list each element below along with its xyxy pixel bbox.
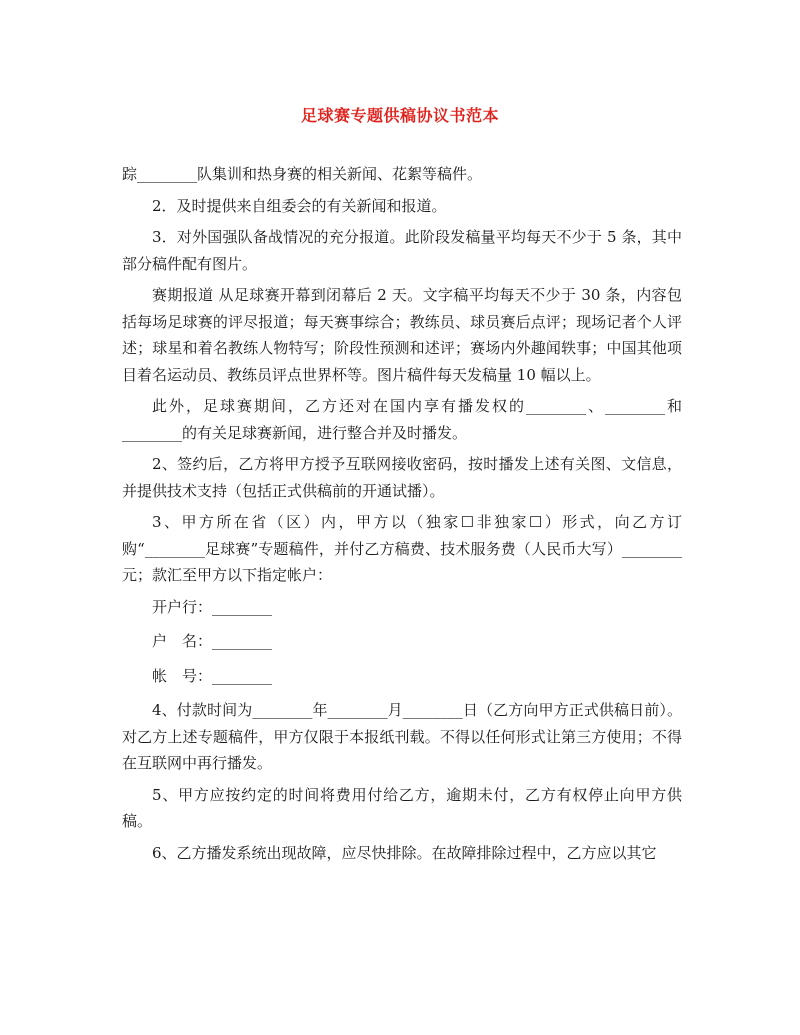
paragraph: 4、付款时间为________年________月________日（乙方向甲方正式供稿日前）。对乙方上述专题稿件，甲方仅限于本报纸刊载。不得以任何形式让第三方使用；不得在互联网中再行播发。 [122,701,682,772]
document-body [122,161,682,871]
paragraph: 此外，足球赛期间，乙方还对在国内享有播发权的________、________和________的有关足球赛新闻，进行整合并及时播发。 [122,397,682,442]
paragraph: 赛期报道 从足球赛开幕到闭幕后 2 天。文字稿平均每天不少于 30 条，内容包括每场足球赛的评尽报道；每天赛事综合；教练员、球员赛后点评；现场记者个人评述；球星和着名教练人物特写；阶段性预测和述评；赛场内外趣闻轶事；中国其他项目着名运动员、教练员评点世界杯等。图片稿件每天发稿量 10 幅以上。 [122,286,682,384]
paragraph: 5、甲方应按约定的时间将费用付给乙方，逾期未付，乙方有权停止向甲方供稿。 [122,785,682,830]
paragraph: 3．对外国强队备战情况的充分报道。此阶段发稿量平均每天不少于 5 条，其中部分稿件配有图片。 [122,228,682,273]
paragraph: 2．及时提供来自组委会的有关新闻和报道。 [152,196,447,215]
paragraph: 6、乙方播发系统出现故障，应尽快排除。在故障排除过程中，乙方应以其它 [152,843,657,862]
account-name-line: 户 名：________ [152,632,273,650]
paragraph: 2、签约后，乙方将甲方授予互联网接收密码，按时播发上述有关图、文信息，并提供技术支持（包括正式供稿前的开通试播）。 [122,455,682,500]
paragraph: 3、甲方所在省（区）内，甲方以（独家☐非独家☐）形式，向乙方订购“________足球赛”专题稿件，并付乙方稿费、技术服务费（人民币大写）________元；款汇至甲方以下指定帐户： [122,513,682,584]
document-title: 足球赛专题供稿协议书范本 [300,106,499,125]
account-number-line: 帐 号：________ [152,666,273,685]
paragraph: 踪________队集训和热身赛的相关新闻、花絮等稿件。 [122,165,483,183]
bank-field-line: 开户行：________ [152,597,273,616]
